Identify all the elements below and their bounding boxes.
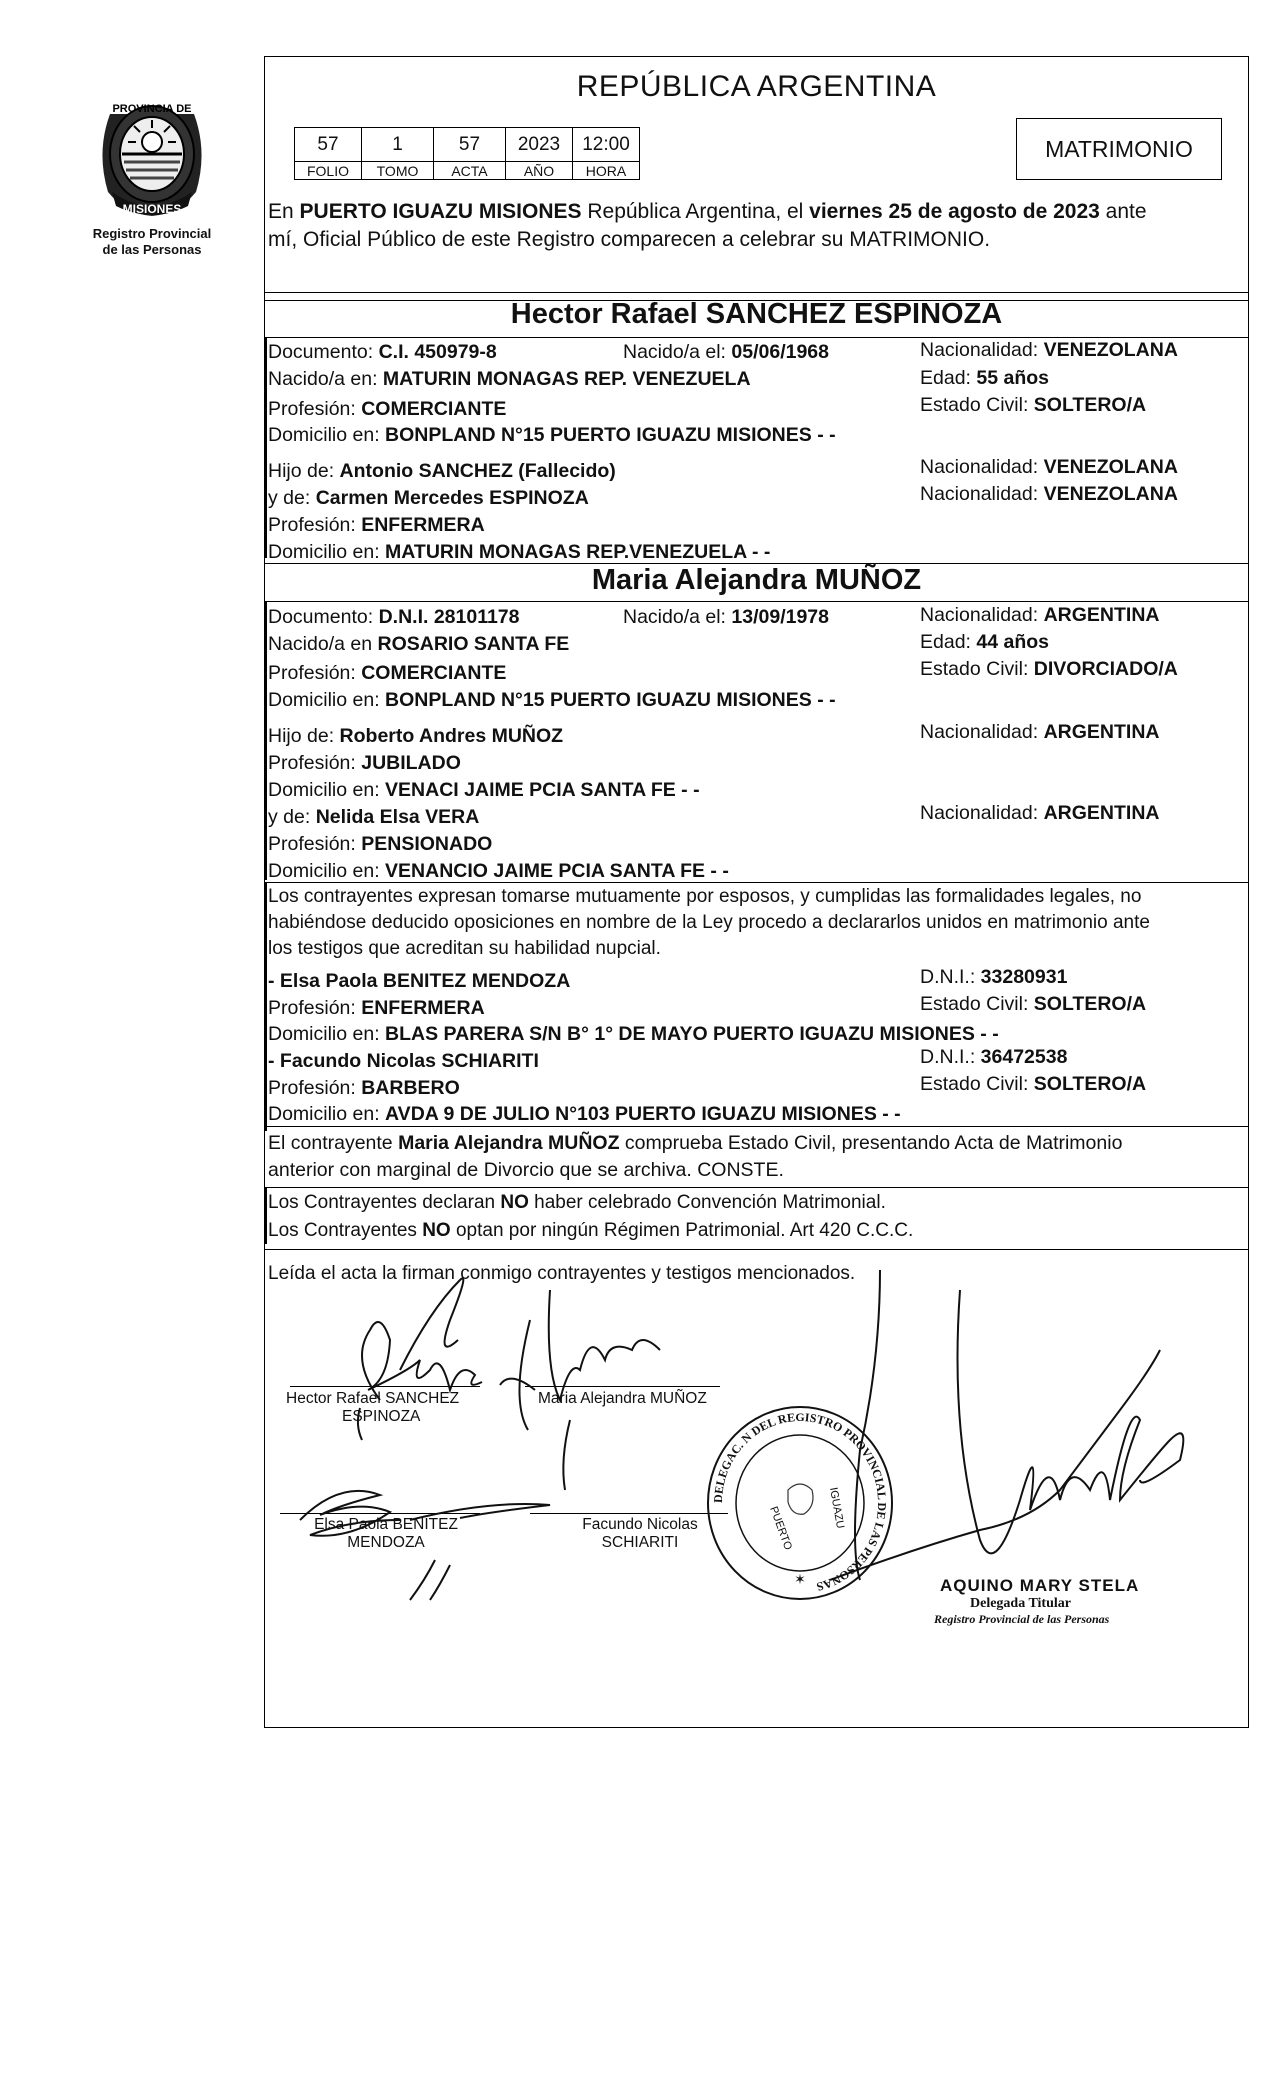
signature-label-witness2: Facundo Nicolas SCHIARITI (582, 1516, 698, 1551)
c1-address: Domicilio en: BONPLAND N°15 PUERTO IGUAZU MISIONES - - (268, 424, 836, 446)
official-office: Registro Provincial de las Personas (934, 1612, 1110, 1626)
intro-line2: mí, Oficial Público de este Registro comparecen a celebrar su MATRIMONIO. (268, 228, 991, 251)
signature-witness2 (410, 1504, 550, 1520)
c1-born-place: Nacido/a en: MATURIN MONAGAS REP. VENEZUELA (268, 368, 751, 390)
anio-label: AÑO (506, 162, 573, 180)
c1-born-date: Nacido/a el: 05/06/1968 (623, 341, 830, 363)
witness2-profession: Profesión: BARBERO (268, 1077, 460, 1099)
signature-contrayente2 (500, 1290, 660, 1430)
record-table (294, 127, 640, 180)
signature-label-contrayente2: Maria Alejandra MUÑOZ (538, 1390, 707, 1407)
c2-address: Domicilio en: BONPLAND N°15 PUERTO IGUAZU MISIONES - - (268, 689, 836, 711)
registry-name (78, 226, 226, 258)
civil-note-line1: El contrayente Maria Alejandra MUÑOZ comprueba Estado Civil, presentando Acta de Matrimonio (268, 1132, 1123, 1154)
witness1-profession: Profesión: ENFERMERA (268, 997, 485, 1019)
hora-value: 12:00 (573, 128, 640, 162)
acta-label: ACTA (434, 162, 506, 180)
c2-father: Hijo de: Roberto Andres MUÑOZ (268, 725, 564, 747)
registry-stamp (700, 1398, 900, 1608)
registry-name-line1: Registro Provincial (92, 226, 212, 241)
c1-age: Edad: 55 años (920, 367, 1050, 389)
civil-note-line2: anterior con marginal de Divorcio que se archiva. CONSTE. (268, 1159, 784, 1181)
divider (264, 1187, 1249, 1188)
witness1-dni: D.N.I.: 33280931 (920, 966, 1068, 988)
c2-father-nationality: Nacionalidad: ARGENTINA (920, 721, 1160, 743)
c1-civil-status: Estado Civil: SOLTERO/A (920, 394, 1147, 416)
c2-mother-nationality: Nacionalidad: ARGENTINA (920, 802, 1160, 824)
section-bar (264, 602, 267, 880)
witness1-civil-status: Estado Civil: SOLTERO/A (920, 993, 1147, 1015)
c1-profession: Profesión: COMERCIANTE (268, 398, 507, 420)
official-name: AQUINO MARY STELA (940, 1576, 1140, 1595)
witness2-address: Domicilio en: AVDA 9 DE JULIO N°103 PUERTO IGUAZU MISIONES - - (268, 1103, 901, 1125)
c1-father: Hijo de: Antonio SANCHEZ (Fallecido) (268, 460, 616, 482)
act-type-box: MATRIMONIO (1016, 118, 1222, 180)
regime-line2: Los Contrayentes NO optan por ningún Régimen Patrimonial. Art 420 C.C.C. (268, 1220, 914, 1241)
declaration-line3: los testigos que acreditan su habilidad nupcial. (268, 938, 661, 959)
folio-value: 57 (295, 128, 362, 162)
official-block (934, 1576, 1140, 1627)
signature-label-witness1: Elsa Paola BENITEZ MENDOZA (314, 1516, 458, 1551)
stamp-star-icon: ✶ (794, 1571, 806, 1587)
divider (264, 882, 1249, 883)
divider (264, 292, 1249, 293)
seal-text-top: PROVINCIA DE (112, 103, 192, 115)
c2-mother: y de: Nelida Elsa VERA (268, 806, 480, 828)
registry-name-line2: de las Personas (102, 242, 202, 257)
c2-mother-address: Domicilio en: VENANCIO JAIME PCIA SANTA FE - - (268, 860, 729, 882)
witness2-name: - Facundo Nicolas SCHIARITI (268, 1050, 539, 1072)
c2-born-place: Nacido/a en ROSARIO SANTA FE (268, 633, 570, 655)
closing-text: Leída el acta la firman conmigo contrayentes y testigos mencionados. (268, 1263, 856, 1284)
c2-age: Edad: 44 años (920, 631, 1050, 653)
c1-parents-address: Domicilio en: MATURIN MONAGAS REP.VENEZUELA - - (268, 541, 771, 563)
country-title: REPÚBLICA ARGENTINA (576, 70, 937, 103)
provincial-seal-icon (92, 92, 212, 220)
c1-father-nationality: Nacionalidad: VENEZOLANA (920, 456, 1178, 478)
c2-born-date: Nacido/a el: 13/09/1978 (623, 606, 830, 628)
folio-label: FOLIO (295, 162, 362, 180)
c2-mother-profession: Profesión: PENSIONADO (268, 833, 493, 855)
c1-nationality: Nacionalidad: VENEZOLANA (920, 339, 1178, 361)
signature-contrayente1 (362, 1322, 482, 1400)
c1-mother: y de: Carmen Mercedes ESPINOZA (268, 487, 589, 509)
stamp-center-left: PUERTO (767, 1504, 795, 1552)
tomo-value: 1 (362, 128, 434, 162)
signature-witness1 (300, 1491, 400, 1536)
hora-label: HORA (573, 162, 640, 180)
witness1-name: - Elsa Paola BENITEZ MENDOZA (268, 970, 571, 992)
official-title: Delegada Titular (970, 1596, 1071, 1611)
anio-value: 2023 (506, 128, 573, 162)
tomo-label: TOMO (362, 162, 434, 180)
section-bar (264, 1188, 267, 1244)
c1-parents-profession: Profesión: ENFERMERA (268, 514, 485, 536)
contrayente2-name: Maria Alejandra MUÑOZ (591, 564, 922, 596)
section-bar (264, 338, 267, 558)
regime-line1: Los Contrayentes declaran NO haber celebrado Convención Matrimonial. (268, 1192, 886, 1213)
provincial-logo (78, 92, 226, 258)
declaration-line2: habiéndose deducido oposiciones en nombre de la Ley procedo a declararlos unidos en matrimonio ante (268, 912, 1150, 933)
intro-date: viernes 25 de agosto de 2023 (809, 200, 1100, 223)
declaration-line1: Los contrayentes expresan tomarse mutuamente por esposos, y cumplidas las formalidades legales, no (268, 886, 1142, 907)
stamp-ring-text: DELEGAC. N DEL REGISTRO PROVINCIAL DE LAS PERSONAS (710, 1409, 890, 1594)
section-bar (264, 883, 267, 1131)
c2-profession: Profesión: COMERCIANTE (268, 662, 507, 684)
seal-text-bottom: MISIONES (122, 202, 182, 216)
c2-nationality: Nacionalidad: ARGENTINA (920, 604, 1160, 626)
divider (264, 601, 1249, 602)
signature-label-contrayente1: Hector Rafael SANCHEZ ESPINOZA (286, 1390, 460, 1425)
c1-document: Documento: C.I. 450979-8 (268, 341, 497, 363)
intro-place: PUERTO IGUAZU MISIONES (299, 200, 582, 223)
witness2-dni: D.N.I.: 36472538 (920, 1046, 1068, 1068)
c1-mother-nationality: Nacionalidad: VENEZOLANA (920, 483, 1178, 505)
stamp-center-right: IGUAZU (827, 1486, 847, 1530)
divider (264, 1126, 1249, 1127)
contrayente1-name: Hector Rafael SANCHEZ ESPINOZA (510, 298, 1003, 330)
c2-civil-status: Estado Civil: DIVORCIADO/A (920, 658, 1178, 680)
c2-father-address: Domicilio en: VENACI JAIME PCIA SANTA FE - - (268, 779, 700, 801)
witness2-civil-status: Estado Civil: SOLTERO/A (920, 1073, 1147, 1095)
witness1-address: Domicilio en: BLAS PARERA S/N B° 1° DE MAYO PUERTO IGUAZU MISIONES - - (268, 1023, 999, 1045)
c2-document: Documento: D.N.I. 28101178 (268, 606, 520, 628)
intro-line1: En PUERTO IGUAZU MISIONES República Argentina, el viernes 25 de agosto de 2023 ante (268, 200, 1147, 223)
c2-father-profession: Profesión: JUBILADO (268, 752, 461, 774)
acta-value: 57 (434, 128, 506, 162)
